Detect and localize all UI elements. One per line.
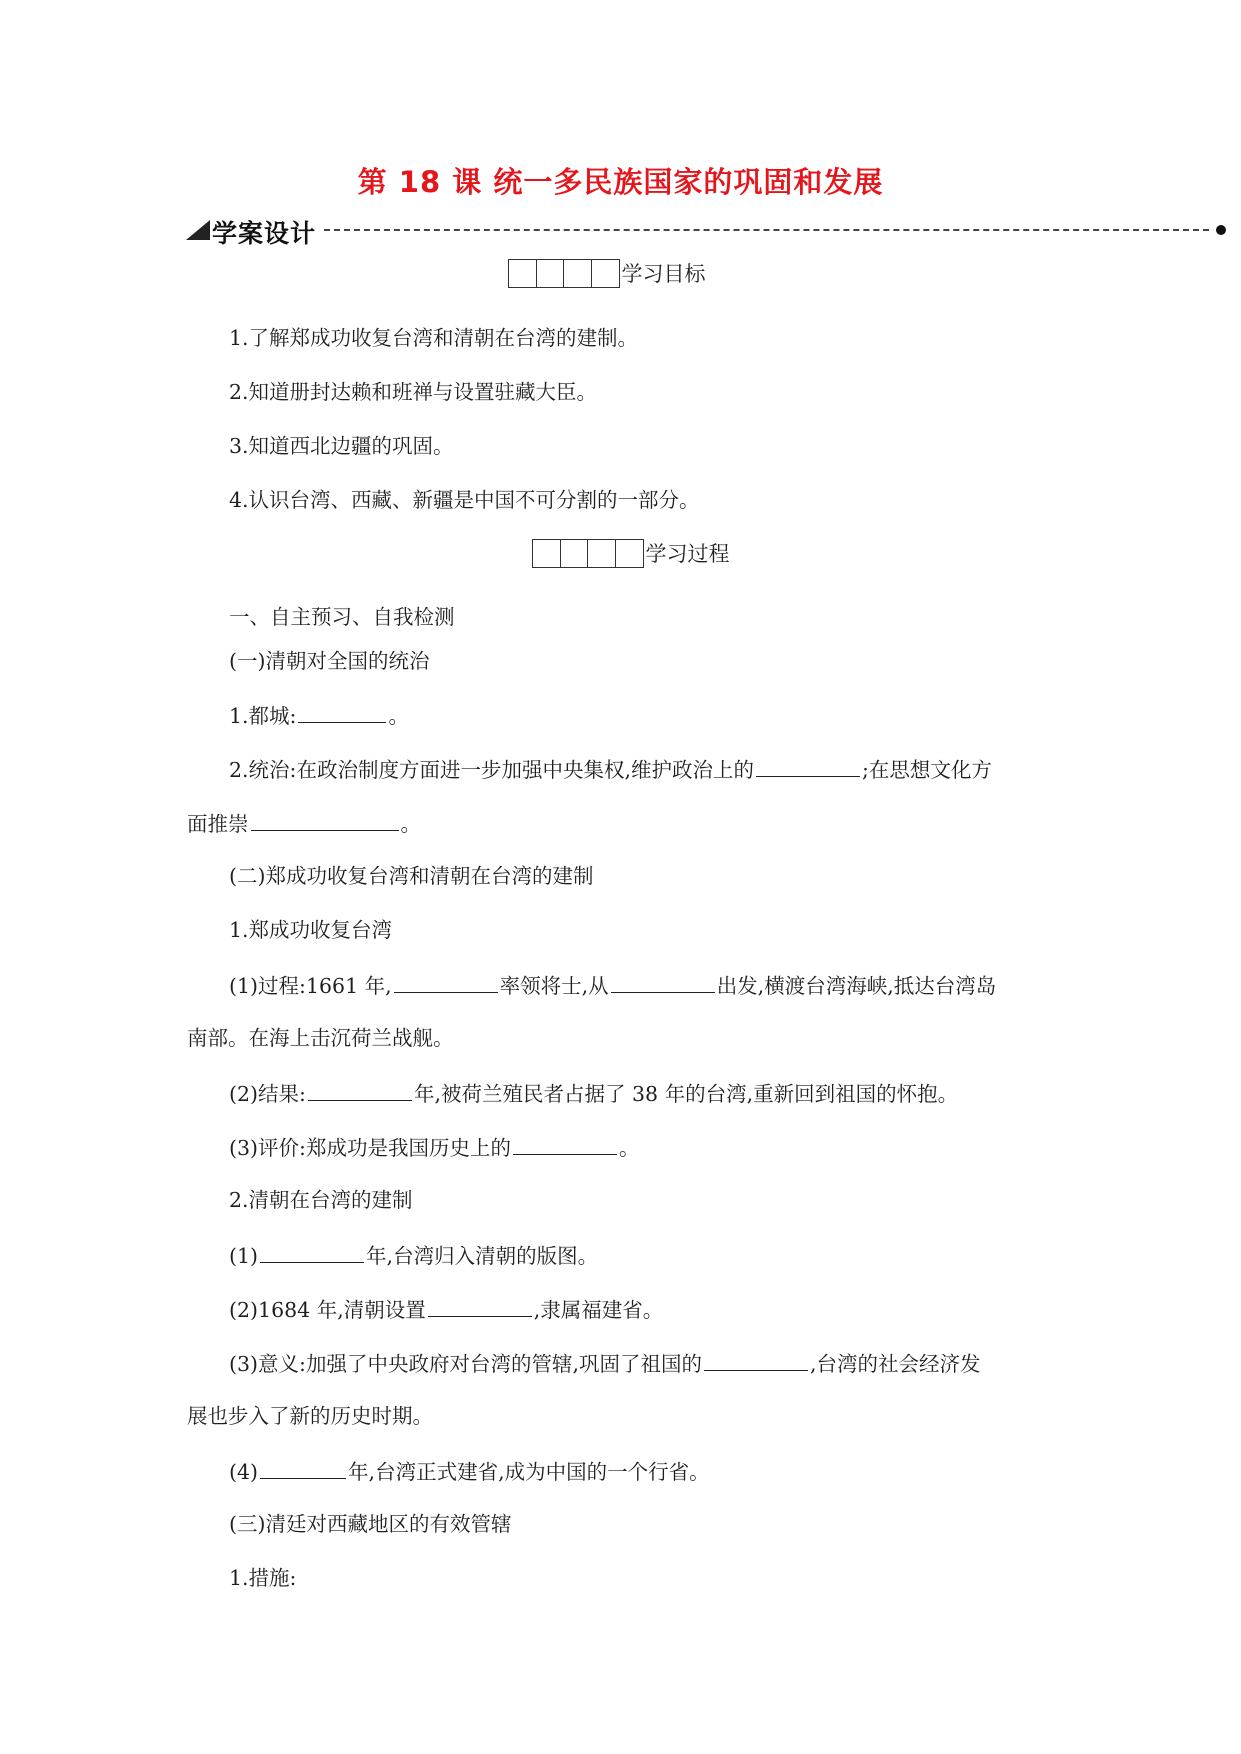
answer-blank[interactable] (394, 970, 498, 993)
answer-blank[interactable] (513, 1132, 617, 1155)
item-heading: 1.郑成功收复台湾 (229, 918, 393, 942)
page-title (0, 160, 1241, 201)
answer-blank[interactable] (611, 970, 715, 993)
subsection-heading: (一)清朝对全国的统治 (229, 649, 430, 673)
question-capital: 1.都城: 。 (229, 700, 409, 730)
answer-blank[interactable] (251, 808, 399, 831)
question-process: (1)过程:1661 年, 率领将士,从 出发,横渡台湾海峡,抵达台湾岛 (229, 970, 996, 1000)
process-heading-text: 学习过程 (645, 542, 730, 566)
question-establish: (2)1684 年,清朝设置 ,隶属福建省。 (229, 1294, 663, 1324)
banner-dot-icon (1216, 225, 1226, 235)
answer-blank[interactable] (428, 1294, 532, 1317)
answer-blank[interactable] (260, 1240, 364, 1263)
subsection-heading: (二)郑成功收复台湾和清朝在台湾的建制 (229, 864, 594, 888)
title-lesson-number: 18 (398, 165, 442, 199)
goal-item: 3.知道西北边疆的巩固。 (229, 434, 454, 458)
question-significance-cont: 展也步入了新的历史时期。 (187, 1404, 433, 1428)
answer-blank[interactable] (704, 1348, 808, 1371)
subsection-heading: (三)清廷对西藏地区的有效管辖 (229, 1512, 512, 1536)
goal-item: 1.了解郑成功收复台湾和清朝在台湾的建制。 (229, 326, 639, 350)
question-rule-cont: 面推崇 。 (187, 808, 421, 838)
question-significance: (3)意义:加强了中央政府对台湾的管辖,巩固了祖国的 ,台湾的社会经济发 (229, 1348, 981, 1378)
question-result: (2)结果: 年,被荷兰殖民者占据了 38 年的台湾,重新回到祖国的怀抱。 (229, 1078, 958, 1108)
section-banner (186, 216, 1226, 248)
section-heading-goals (508, 258, 706, 288)
banner-triangle-icon (186, 220, 210, 240)
question-process-cont: 南部。在海上击沉荷兰战舰。 (187, 1026, 454, 1050)
heading-boxes-icon (508, 259, 620, 288)
title-text: 课 统一多民族国家的巩固和发展 (452, 165, 884, 199)
banner-dashed-line (324, 229, 1209, 231)
part-heading: 一、自主预习、自我检测 (229, 605, 455, 629)
item-heading: 2.清朝在台湾的建制 (229, 1188, 413, 1212)
title-prefix: 第 (357, 165, 388, 199)
goals-heading-text: 学习目标 (621, 262, 706, 286)
answer-blank[interactable] (308, 1078, 412, 1101)
goal-item: 4.认识台湾、西藏、新疆是中国不可分割的一部分。 (229, 488, 700, 512)
item-heading: 1.措施: (229, 1566, 297, 1590)
question-province: (4) 年,台湾正式建省,成为中国的一个行省。 (229, 1456, 710, 1486)
question-evaluation: (3)评价:郑成功是我国历史上的 。 (229, 1132, 639, 1162)
goal-item: 2.知道册封达赖和班禅与设置驻藏大臣。 (229, 380, 598, 404)
answer-blank[interactable] (260, 1456, 346, 1479)
answer-blank[interactable] (298, 700, 386, 723)
question-rule: 2.统治:在政治制度方面进一步加强中央集权,维护政治上的 ;在思想文化方 (229, 754, 992, 784)
banner-label: 学案设计 (212, 219, 317, 248)
question-territory: (1) 年,台湾归入清朝的版图。 (229, 1240, 598, 1270)
answer-blank[interactable] (756, 754, 860, 777)
section-heading-process (532, 538, 730, 568)
heading-boxes-icon (532, 539, 644, 568)
